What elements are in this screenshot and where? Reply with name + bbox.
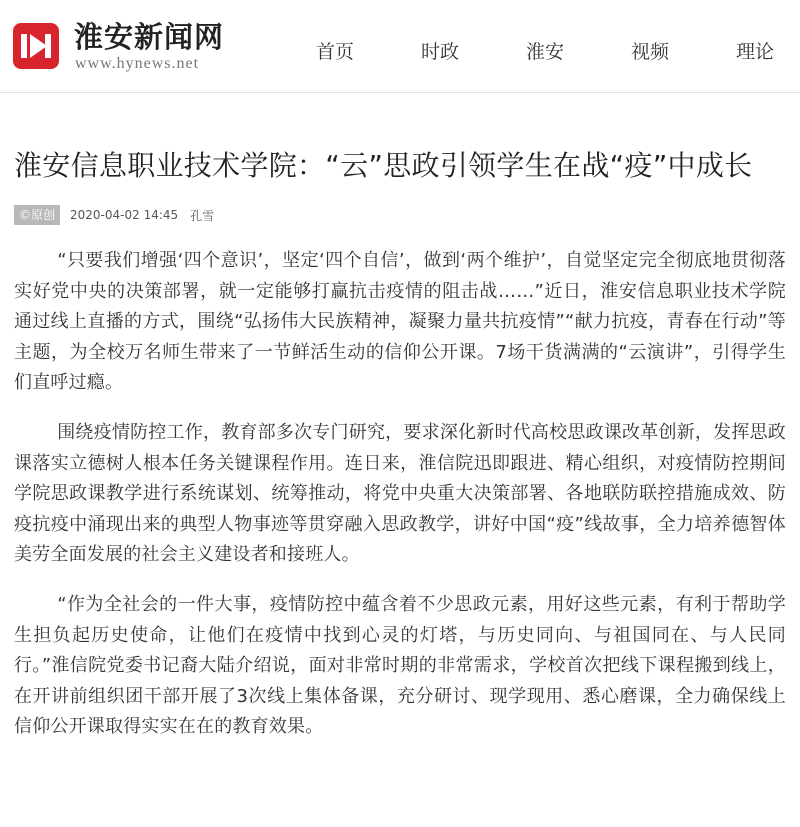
site-name[interactable]: 淮安新闻网: [74, 20, 225, 54]
original-badge: ©原创: [14, 205, 60, 225]
site-url: www.hynews.net: [75, 55, 200, 72]
article-body: [14, 246, 786, 743]
article-title: 淮安信息职业技术学院：“云”思政引领学生在战“疫”中成长: [14, 149, 753, 182]
publish-datetime: 2020-04-02 14:45: [70, 208, 179, 222]
site-header: [0, 0, 800, 93]
nav-item-video[interactable]: 视频: [631, 41, 670, 63]
nav-item-home[interactable]: 首页: [316, 41, 355, 63]
nav-item-theory[interactable]: 理论: [736, 41, 775, 63]
article: [14, 145, 786, 762]
article-meta: [14, 204, 786, 226]
nav-item-huaian[interactable]: 淮安: [526, 41, 565, 63]
author-name: 孔雪: [190, 208, 215, 223]
nav-item-politics[interactable]: 时政: [421, 41, 460, 63]
article-paragraph: “作为全社会的一件大事，疫情防控中蕴含着不少思政元素，用好这些元素，有利于帮助学生担负起历史使命，让他们在疫情中找到心灵的灯塔，与历史同向、与祖国同在、与人民同行。”淮信院党委书记裔大陆介绍说，面对非常时期的非常需求，学校首次把线下课程搬到线上，在开讲前组织团干部开展了3次线上集体备课，充分研讨、现学现用、悉心磨课，全力确保线上信仰公开课取得实实在在的教育效果。: [14, 593, 786, 738]
article-paragraph: 围绕疫情防控工作，教育部多次专门研究，要求深化新时代高校思政课改革创新，发挥思政课落实立德树人根本任务关键课程作用。连日来，淮信院迅即跟进、精心组织，对疫情防控期间学院思政课教学进行系统谋划、统筹推动，将党中央重大决策部署、各地联防联控措施成效、防疫抗疫中涌现出来的典型人物事迹等贯穿融入思政教学，讲好中国“疫”线故事，全力培养德智体美劳全面发展的社会主义建设者和接班人。: [14, 421, 786, 566]
main-nav: [0, 38, 800, 68]
article-paragraph: “只要我们增强‘四个意识’，坚定‘四个自信’，做到‘两个维护’，自觉坚定完全彻底地贯彻落实好党中央的决策部署，就一定能够打赢抗击疫情的阻击战……”近日，淮安信息职业技术学院通过线上直播的方式，围绕“弘扬伟大民族精神，凝聚力量共抗疫情”“献力抗疫，青春在行动”等主题，为全校万名师生带来了一节鲜活生动的信仰公开课。7场干货满满的“云演讲”，引得学生们直呼过瘾。: [14, 250, 786, 394]
